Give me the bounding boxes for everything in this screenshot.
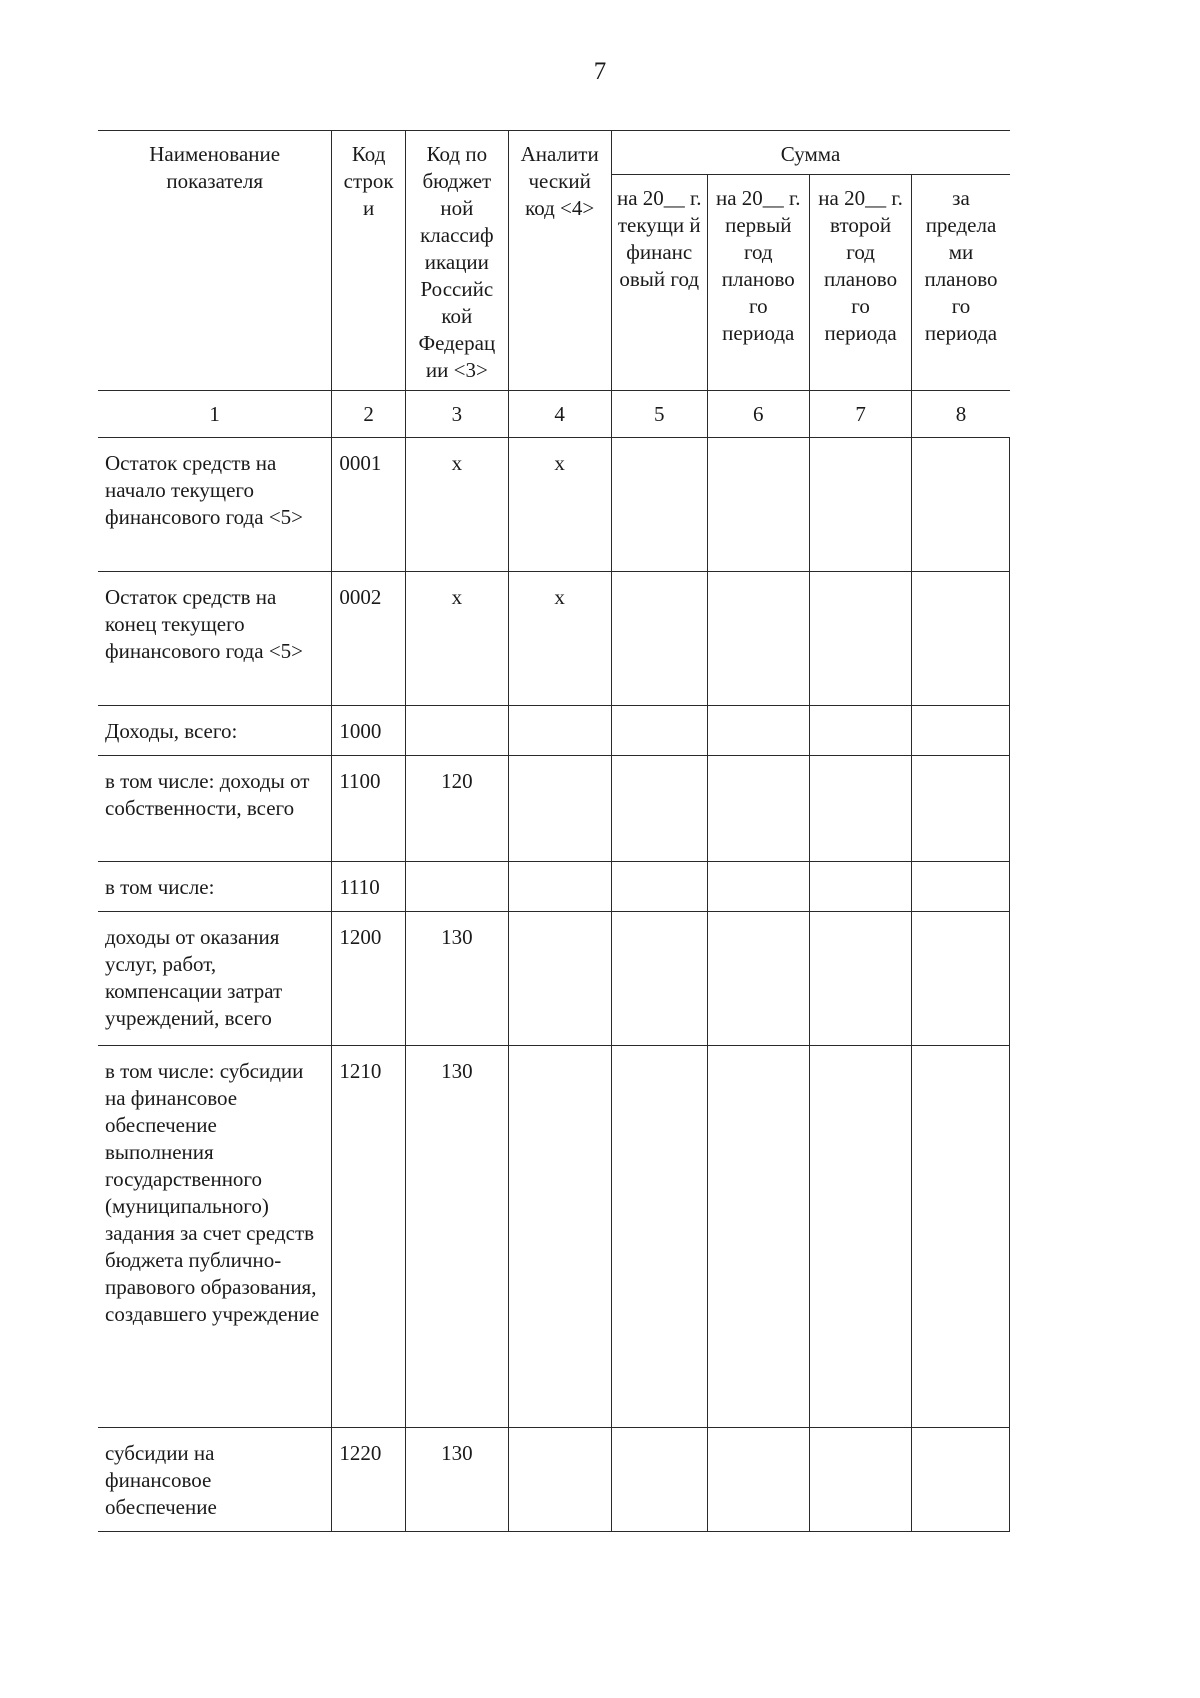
row-name: в том числе: доходы от собственности, всего <box>98 756 332 862</box>
header-sum: Сумма <box>611 131 1009 175</box>
page-number: 7 <box>593 58 607 85</box>
column-number: 8 <box>912 391 1010 438</box>
column-number: 4 <box>508 391 611 438</box>
sum-cell[interactable] <box>611 912 707 1046</box>
sum-cell[interactable] <box>707 438 809 572</box>
sum-cell[interactable] <box>809 1428 912 1532</box>
row-name: доходы от оказания услуг, работ, компенсации затрат учреждений, всего <box>98 912 332 1046</box>
header-sum-first-plan-year: на 20__ г. первый год планово го периода <box>707 175 809 391</box>
sum-cell[interactable] <box>611 438 707 572</box>
sum-cell[interactable] <box>809 756 912 862</box>
column-number-row <box>98 391 1010 438</box>
header-row-1 <box>98 131 1010 175</box>
sum-cell[interactable] <box>611 1428 707 1532</box>
sum-cell[interactable] <box>912 438 1010 572</box>
row-analytic-code <box>508 1046 611 1428</box>
sum-cell[interactable] <box>912 1428 1010 1532</box>
row-code: 1100 <box>332 756 406 862</box>
column-number: 1 <box>98 391 332 438</box>
row-analytic-code <box>508 756 611 862</box>
row-budget-code <box>405 706 508 756</box>
sum-cell[interactable] <box>611 572 707 706</box>
row-budget-code: 130 <box>405 1046 508 1428</box>
sum-cell[interactable] <box>809 438 912 572</box>
row-code: 0002 <box>332 572 406 706</box>
header-analytic-code: Аналити ческий код <4> <box>508 131 611 391</box>
row-code: 1200 <box>332 912 406 1046</box>
row-name: в том числе: <box>98 862 332 912</box>
header-sum-beyond-plan: за предела ми планово го периода <box>912 175 1010 391</box>
table-row <box>98 862 1010 912</box>
row-budget-code: x <box>405 438 508 572</box>
row-code: 1000 <box>332 706 406 756</box>
table-row <box>98 572 1010 706</box>
sum-cell[interactable] <box>611 1046 707 1428</box>
sum-cell[interactable] <box>707 572 809 706</box>
header-line-code: Код строк и <box>332 131 406 391</box>
sum-cell[interactable] <box>809 862 912 912</box>
row-analytic-code <box>508 912 611 1046</box>
sum-cell[interactable] <box>809 706 912 756</box>
column-number: 3 <box>405 391 508 438</box>
row-analytic-code: x <box>508 438 611 572</box>
sum-cell[interactable] <box>912 572 1010 706</box>
row-name: Остаток средств на начало текущего финансового года <5> <box>98 438 332 572</box>
header-sum-current-year: на 20__ г. текущи й финанс овый год <box>611 175 707 391</box>
row-code: 0001 <box>332 438 406 572</box>
column-number: 6 <box>707 391 809 438</box>
sum-cell[interactable] <box>912 1046 1010 1428</box>
sum-cell[interactable] <box>707 756 809 862</box>
sum-cell[interactable] <box>809 1046 912 1428</box>
row-budget-code <box>405 862 508 912</box>
row-budget-code: 130 <box>405 1428 508 1532</box>
column-number: 2 <box>332 391 406 438</box>
row-code: 1210 <box>332 1046 406 1428</box>
row-name: Доходы, всего: <box>98 706 332 756</box>
column-number: 7 <box>809 391 912 438</box>
row-analytic-code <box>508 706 611 756</box>
sum-cell[interactable] <box>611 756 707 862</box>
column-number: 5 <box>611 391 707 438</box>
header-name: Наименование показателя <box>98 131 332 391</box>
sum-cell[interactable] <box>912 706 1010 756</box>
sum-cell[interactable] <box>912 756 1010 862</box>
financial-plan-table <box>98 130 1010 1532</box>
sum-cell[interactable] <box>707 912 809 1046</box>
header-sum-second-plan-year: на 20__ г. второй год планово го периода <box>809 175 912 391</box>
sum-cell[interactable] <box>707 862 809 912</box>
row-budget-code: 120 <box>405 756 508 862</box>
row-analytic-code: x <box>508 572 611 706</box>
row-analytic-code <box>508 862 611 912</box>
table-row <box>98 912 1010 1046</box>
sum-cell[interactable] <box>809 572 912 706</box>
table-row <box>98 438 1010 572</box>
table-row <box>98 756 1010 862</box>
sum-cell[interactable] <box>707 1428 809 1532</box>
row-code: 1110 <box>332 862 406 912</box>
row-name: субсидии на финансовое обеспечение <box>98 1428 332 1532</box>
row-budget-code: x <box>405 572 508 706</box>
sum-cell[interactable] <box>809 912 912 1046</box>
row-name: в том числе: субсидии на финансовое обеспечение выполнения государственного (муниципального) задания за счет средств бюджета публично-правового образования, создавшего учреждение <box>98 1046 332 1428</box>
sum-cell[interactable] <box>611 706 707 756</box>
row-analytic-code <box>508 1428 611 1532</box>
sum-cell[interactable] <box>611 862 707 912</box>
header-budget-code: Код по бюджет ной классиф икации Российс кой Федерац ии <3> <box>405 131 508 391</box>
row-budget-code: 130 <box>405 912 508 1046</box>
table-row <box>98 706 1010 756</box>
row-name: Остаток средств на конец текущего финансового года <5> <box>98 572 332 706</box>
sum-cell[interactable] <box>707 1046 809 1428</box>
row-code: 1220 <box>332 1428 406 1532</box>
sum-cell[interactable] <box>707 706 809 756</box>
table-row <box>98 1428 1010 1532</box>
sum-cell[interactable] <box>912 912 1010 1046</box>
table-row <box>98 1046 1010 1428</box>
sum-cell[interactable] <box>912 862 1010 912</box>
